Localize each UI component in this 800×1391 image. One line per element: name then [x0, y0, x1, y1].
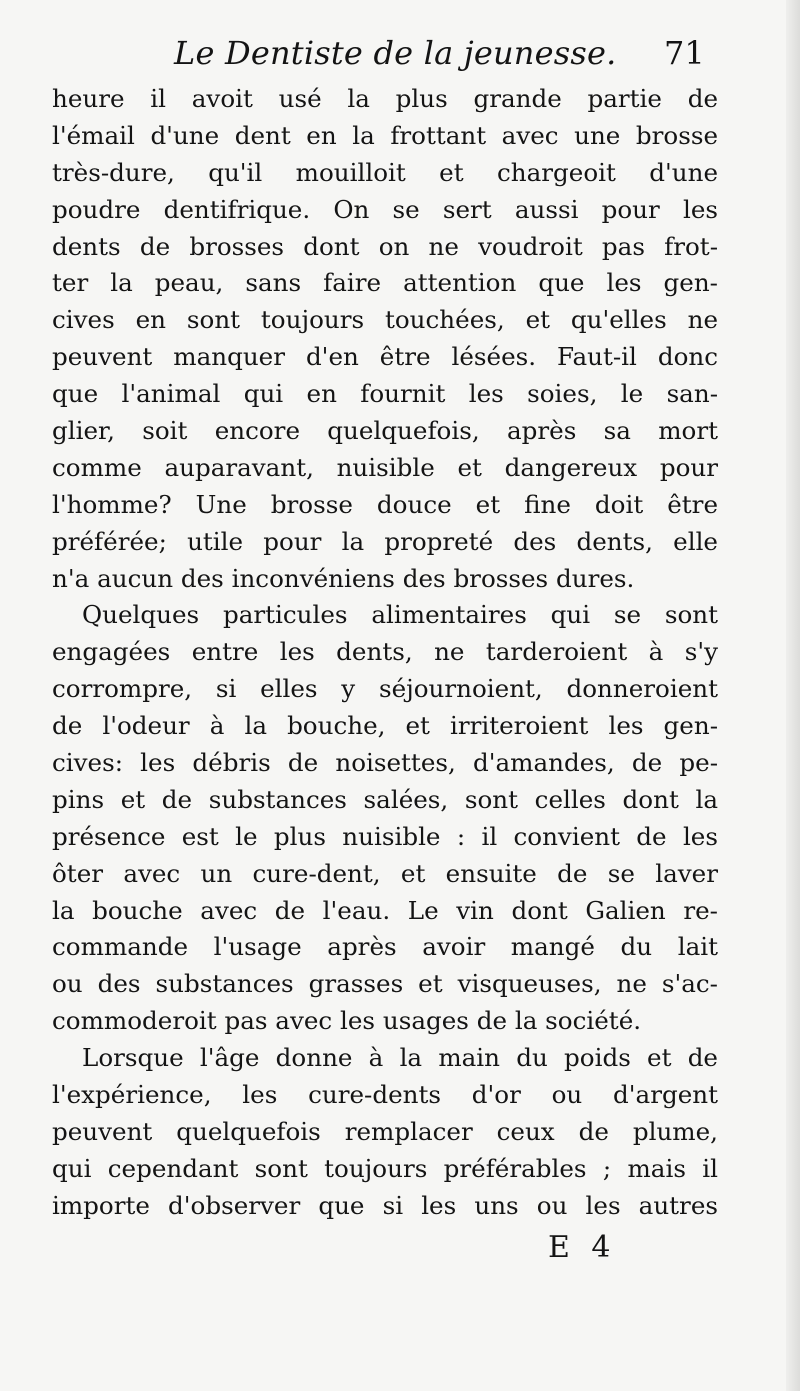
text-line: comme auparavant, nuisible et dangereux pour — [52, 452, 718, 482]
text-line: l'émail d'une dent en la frottant avec une brosse — [52, 120, 718, 150]
signature-mark: E 4 — [548, 1230, 617, 1265]
text-line: dents de brosses dont on ne voudroit pas frot- — [52, 231, 718, 261]
text-line: cives: les débris de noisettes, d'amandes, de pe- — [52, 748, 718, 778]
text-line: l'expérience, les cure-dents d'or ou d'argent — [52, 1080, 718, 1110]
text-line: commoderoit pas avec les usages de la société. — [52, 1006, 642, 1036]
text-line: très-dure, qu'il mouilloit et chargeoit d'une — [52, 157, 718, 187]
text-line: de l'odeur à la bouche, et irriteroient les gen- — [52, 711, 718, 741]
text-line: préférée; utile pour la propreté des dents, elle — [52, 526, 718, 556]
text-line: corrompre, si elles y séjournoient, donneroient — [52, 674, 718, 704]
text-line: ôter avec un cure-dent, et ensuite de se laver — [52, 858, 718, 888]
text-line: heure il avoit usé la plus grande partie de — [52, 84, 718, 113]
text-line: commande l'usage après avoir mangé du lait — [52, 932, 718, 962]
paragraph-first-line: Lorsque l'âge donne à la main du poids et de — [82, 1043, 718, 1073]
running-header — [0, 30, 800, 78]
text-line: ter la peau, sans faire attention que les gen- — [52, 268, 718, 298]
text-line: poudre dentifrique. On se sert aussi pour les — [52, 194, 718, 224]
text-line: ou des substances grasses et visqueuses, ne s'ac- — [52, 969, 718, 999]
text-line: engagées entre les dents, ne tarderoient à s'y — [52, 637, 718, 667]
text-line: pins et de substances salées, sont celles dont la — [52, 784, 718, 814]
text-line: cives en sont toujours touchées, et qu'elles ne — [52, 305, 718, 335]
text-line: peuvent manquer d'en être lésées. Faut-il donc — [52, 342, 718, 372]
paragraph-first-line: Quelques particules alimentaires qui se sont — [82, 600, 718, 630]
text-line: que l'animal qui en fournit les soies, le san- — [52, 379, 718, 409]
text-line: importe d'observer que si les uns ou les autres — [52, 1190, 718, 1220]
page-number: 71 — [664, 34, 705, 72]
text-line: glier, soit encore quelquefois, après sa mort — [52, 416, 718, 446]
body-text — [52, 81, 718, 1225]
text-line: qui cependant sont toujours préférables ; mais il — [52, 1153, 718, 1183]
text-line: n'a aucun des inconvéniens des brosses dures. — [52, 563, 635, 593]
running-title: Le Dentiste de la jeunesse. — [174, 34, 617, 72]
text-line: l'homme? Une brosse douce et fine doit être — [52, 489, 718, 519]
page-edge-shadow — [786, 0, 800, 1391]
text-line: peuvent quelquefois remplacer ceux de plume, — [52, 1116, 718, 1146]
text-line: présence est le plus nuisible : il convient de les — [52, 821, 718, 851]
text-line: la bouche avec de l'eau. Le vin dont Galien re- — [52, 895, 718, 925]
